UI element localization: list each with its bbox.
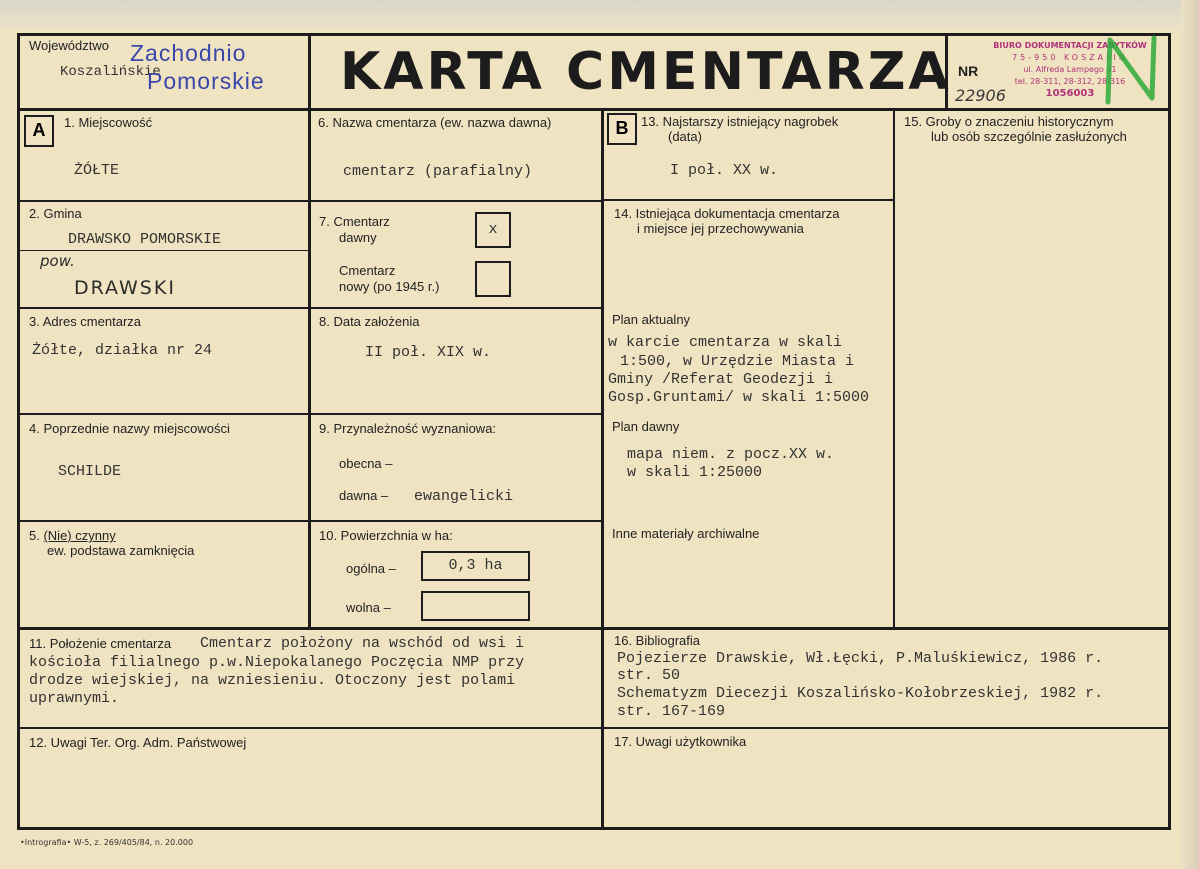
plan-dawny-label: Plan dawny [612, 419, 680, 434]
field-16-line-1: Pojezierze Drawskie, Wł.Łęcki, P.Maluśkiewicz, 1986 r. [617, 650, 1104, 667]
frame-top [17, 33, 1171, 36]
wojewodztwo-value-2: Pomorskie [147, 68, 265, 94]
wojewodztwo-value-1: Zachodnio [130, 40, 247, 66]
field-7-dawny-label: dawny [339, 230, 377, 245]
stamp-line-5: 1056003 [1045, 88, 1095, 99]
field-10-ogolna-label: ogólna – [346, 561, 396, 576]
section-b-letter: B [607, 113, 637, 145]
field-4-value: SCHILDE [58, 463, 122, 480]
field-3-label: 3. Adres cmentarza [29, 314, 141, 329]
field-10-ogolna-value: 0,3 ha [448, 557, 503, 574]
field-8-value: II poł. XIX w. [365, 344, 492, 361]
field-11-line-1: Cmentarz położony na wschód od wsi i [200, 635, 525, 652]
nr-value: 22906 [955, 86, 1006, 105]
plan-aktualny-line-1: w karcie cmentarza w skali [608, 334, 843, 351]
card-title: KARTA CMENTARZA [340, 42, 952, 102]
row-line-5 [17, 627, 1171, 630]
field-7-label: 7. Cmentarz [319, 214, 390, 229]
row-line-6 [17, 727, 1171, 729]
field-3-value: Żółte, działka nr 24 [32, 342, 213, 359]
field-16-line-3: Schematyzm Diecezji Koszalińsko-Kołobrzeskiej, 1982 r. [617, 685, 1104, 702]
inne-materialy-label: Inne materiały archiwalne [612, 526, 760, 541]
field-7-dawny-mark: x [488, 221, 498, 238]
col-divider-2 [601, 108, 604, 630]
field-10-ogolna-box [421, 551, 530, 581]
print-footer: •Intrografia• W-5, z. 269/405/84, n. 20.000 [20, 838, 194, 847]
stamp-line-4: tel. 28-311, 28-312, 28-316 [1014, 77, 1126, 86]
field-15-label-1: 15. Groby o znaczeniu historycznym [904, 114, 1114, 129]
field-7-dawny-checkbox [475, 212, 511, 248]
row-line-b1 [604, 199, 893, 201]
row-line-4 [17, 520, 603, 522]
field-9-dawna-label: dawna – [339, 488, 389, 503]
field-13-value: I poł. XX w. [670, 162, 779, 179]
header-bottom-line [17, 108, 1171, 111]
wojewodztwo-label: Województwo [29, 38, 109, 53]
field-11-line-4: uprawnymi. [29, 690, 120, 707]
field-7-nowy-label-2: nowy (po 1945 r.) [339, 279, 440, 294]
field-5-label-2: ew. podstawa zamknięcia [47, 543, 195, 558]
field-16-label: 16. Bibliografia [614, 633, 700, 648]
plan-dawny-line-2: w skali 1:25000 [627, 464, 763, 481]
field-9-label: 9. Przynależność wyznaniowa: [319, 421, 497, 436]
field-2-label: 2. Gmina [29, 206, 82, 221]
field-15-label-2: lub osób szczególnie zasłużonych [931, 129, 1127, 144]
plan-dawny-line-1: mapa niem. z pocz.XX w. [627, 446, 835, 463]
field-2-value: DRAWSKO POMORSKIE [68, 231, 222, 248]
field-1-value: ŻÓŁTE [74, 162, 120, 179]
field-5-label [29, 528, 116, 544]
row-line-2 [17, 307, 603, 309]
field-6-label: 6. Nazwa cmentarza (ew. nazwa dawna) [318, 115, 552, 130]
field-11-line-2: kościoła filialnego p.w.Niepokalanego Poczęcia NMP przy [29, 654, 525, 671]
field-11-line-3: drodze wiejskiej, na wzniesieniu. Otoczony jest polami [29, 672, 516, 689]
field-14-label-2: i miejsce jej przechowywania [637, 221, 804, 236]
field-7-nowy-checkbox [475, 261, 511, 297]
wojewodztwo-old-value: Koszalińskie [60, 64, 161, 80]
bottom-col-divider [601, 627, 604, 830]
plan-aktualny-line-4: Gosp.Gruntami/ w skali 1:5000 [608, 389, 870, 406]
frame-bottom [17, 827, 1171, 830]
field-5-prefix: 5. [29, 528, 44, 543]
field-14-label-1: 14. Istniejąca dokumentacja cmentarza [614, 206, 840, 221]
field-12-label: 12. Uwagi Ter. Org. Adm. Państwowej [29, 735, 247, 750]
row-line-3 [17, 413, 603, 415]
field-13-label-2: (data) [668, 129, 702, 144]
field-16-line-2: str. 50 [617, 667, 681, 684]
plan-aktualny-line-3: Gminy /Referat Geodezji i [608, 371, 834, 388]
stamp-line-1: BIURO DOKUMENTACJI ZABYTKÓW [993, 41, 1147, 50]
field-9-dawna-value: ewangelicki [414, 488, 514, 505]
field-10-wolna-label: wolna – [346, 600, 391, 615]
field-16-line-4: str. 167-169 [617, 703, 726, 720]
col-divider-3 [893, 108, 895, 630]
field-2-pow-value: DRAWSKI [74, 277, 176, 299]
frame-right [1168, 33, 1171, 830]
frame-left [17, 33, 20, 830]
field-10-label: 10. Powierzchnia w ha: [319, 528, 453, 543]
field-2-pow-label: pow. [40, 252, 75, 270]
gmina-sep-line [20, 250, 308, 251]
field-11-label: 11. Położenie cmentarza [29, 636, 172, 651]
field-6-value: cmentarz (parafialny) [343, 163, 533, 180]
field-9-obecna-label: obecna – [339, 456, 393, 471]
nr-label: NR [958, 63, 979, 79]
plan-aktualny-line-2: 1:500, w Urzędzie Miasta i [620, 353, 855, 370]
field-7-nowy-label-1: Cmentarz [339, 263, 396, 278]
field-1-label: 1. Miejscowość [64, 115, 153, 130]
field-10-wolna-box [421, 591, 530, 621]
col-divider-1 [308, 33, 311, 630]
field-17-label: 17. Uwagi użytkownika [614, 734, 747, 749]
section-a-letter: A [24, 115, 54, 147]
field-4-label: 4. Poprzednie nazwy miejscowości [29, 421, 230, 436]
field-5-status: (Nie) czynny [43, 528, 116, 543]
plan-aktualny-label: Plan aktualny [612, 312, 691, 327]
field-13-label-1: 13. Najstarszy istniejący nagrobek [641, 114, 839, 129]
row-line-1 [17, 200, 603, 202]
green-n-mark-icon [1100, 34, 1166, 106]
stamp-line-3: ul. Alfreda Lampego 31 [1023, 65, 1117, 74]
stamp-line-2: 75-950 KOSZALIN [1012, 53, 1128, 62]
field-8-label: 8. Data założenia [319, 314, 420, 329]
